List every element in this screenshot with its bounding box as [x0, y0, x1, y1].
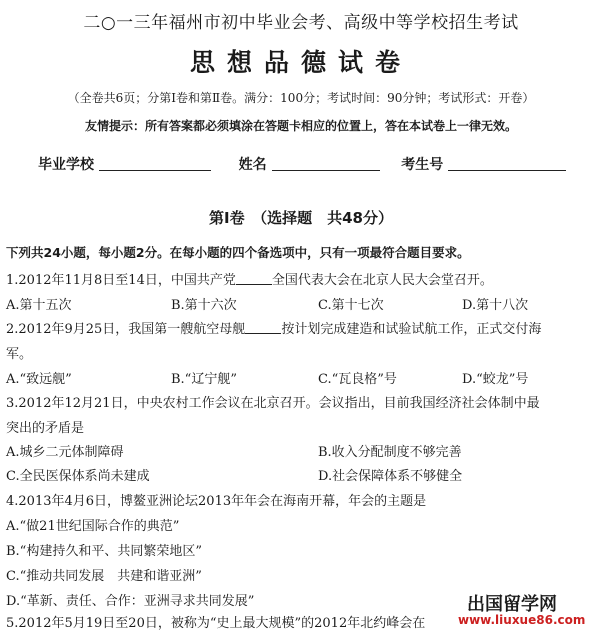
section-instruction: 下列共24小题，每小题2分。在每小题的四个备选项中，只有一项最符合题目要求。 — [6, 245, 470, 260]
question-3-continued: 突出的矛盾是 — [6, 421, 85, 436]
answer-blank — [236, 272, 272, 285]
answer-blank — [245, 321, 281, 334]
option-b: B.“辽宁舰” — [171, 372, 237, 387]
option-c: C.全民医保体系尚未建成 — [6, 469, 150, 484]
exam-subject: 思想品德试卷 — [189, 48, 412, 77]
option-a: A.“做21世纪国际合作的典范” — [6, 519, 180, 534]
question-text: 1.2012年11月8日至14日，中国共产党 — [6, 273, 236, 288]
student-fields — [38, 154, 566, 174]
question-text: 2.2012年9月25日，我国第一艘航空母舰 — [6, 322, 246, 337]
question-2 — [6, 318, 541, 337]
watermark-url: www.liuxue86.com — [458, 613, 586, 627]
question-5: 5.2012年5月19日至20日，被称为“史上最大规模”的2012年北约峰会在 — [6, 616, 426, 631]
exam-title: 二○一三年福州市初中毕业会考、高级中等学校招生考试 — [83, 13, 519, 33]
section-title: 第Ⅰ卷 （选择题 共48分） — [209, 209, 393, 227]
option-d: D.“蛟龙”号 — [462, 372, 529, 387]
name-label: 姓名 — [238, 157, 267, 173]
exam-info: （全卷共6页；分第Ⅰ卷和第Ⅱ卷。满分：100分；考试时间：90分钟；考试形式：开卷） — [67, 91, 535, 105]
option-c: C.“瓦良格”号 — [318, 372, 397, 387]
question-4: 4.2013年4月6日，博鳌亚洲论坛2013年年会在海南开幕，年会的主题是 — [6, 494, 427, 509]
watermark-site-name: 出国留学网 — [467, 594, 557, 615]
question-text: 按计划完成建造和试验试航工作，正式交付海 — [281, 322, 542, 337]
school-field — [99, 156, 211, 171]
option-a: A.城乡二元体制障碍 — [6, 445, 124, 460]
option-d: D.“革新、责任、合作：亚洲寻求共同发展” — [6, 594, 255, 609]
question-3: 3.2012年12月21日，中央农村工作会议在北京召开。会议指出，目前我国经济社会体制中最 — [6, 396, 540, 411]
option-b: B.第十六次 — [171, 298, 237, 313]
number-field — [448, 156, 566, 171]
option-c: C.第十七次 — [318, 298, 384, 313]
school-label: 毕业学校 — [38, 157, 94, 173]
option-b: B.“构建持久和平、共同繁荣地区” — [6, 544, 202, 559]
option-d: D.第十八次 — [462, 298, 529, 313]
option-b: B.收入分配制度不够完善 — [318, 445, 462, 460]
friendly-tip: 友情提示：所有答案都必须填涂在答题卡相应的位置上，答在本试卷上一律无效。 — [84, 119, 517, 133]
question-text: 全国代表大会在北京人民大会堂召开。 — [271, 273, 493, 288]
option-c: C.“推动共同发展 共建和谐亚洲” — [6, 569, 202, 584]
question-2-continued: 军。 — [6, 347, 33, 362]
option-a: A.“致远舰” — [6, 372, 72, 387]
number-label: 考生号 — [401, 157, 444, 173]
name-field — [272, 156, 380, 171]
option-a: A.第十五次 — [6, 298, 72, 313]
question-1 — [6, 269, 493, 288]
option-d: D.社会保障体系不够健全 — [318, 469, 463, 484]
